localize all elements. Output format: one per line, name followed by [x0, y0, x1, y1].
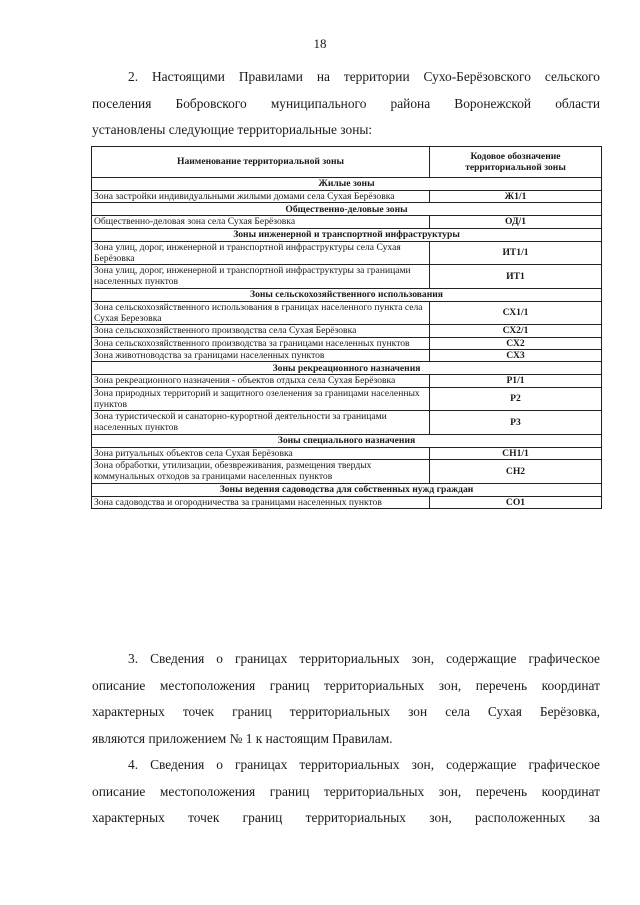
table-row [92, 411, 602, 435]
table-row [92, 337, 602, 349]
zone-group-title: Общественно-деловые зоны [92, 203, 602, 216]
zone-group-title: Зоны ведения садоводства для собственных нужд граждан [92, 483, 602, 496]
text-line: поселения Бобровского муниципального района Воронежской области [92, 95, 600, 111]
text-line: 2. Настоящими Правилами на территории Сухо-Берёзовского сельского [128, 69, 600, 84]
zone-name: Зона обработки, утилизации, обезвреживания, размещения твердых коммунальных отходов за границами населенных пунктов [92, 460, 430, 484]
zone-code: СО1 [430, 496, 602, 508]
table-row [92, 216, 602, 228]
zone-name: Зона природных территорий и защитного озеленения за границами населенных пунктов [92, 387, 430, 411]
table-row [92, 241, 602, 265]
table-row [92, 349, 602, 361]
table-group-row [92, 288, 602, 301]
table-row [92, 301, 602, 325]
table-row [92, 265, 602, 289]
zone-code: ИТ1/1 [430, 241, 602, 265]
table-row [92, 496, 602, 508]
zone-code: СХ3 [430, 349, 602, 361]
table-row [92, 375, 602, 387]
zone-name: Зона ритуальных объектов села Сухая Берёзовка [92, 447, 430, 459]
zone-name: Общественно-деловая зона села Сухая Берёзовка [92, 216, 430, 228]
zone-code: ИТ1 [430, 265, 602, 289]
table-row [92, 325, 602, 337]
text-line: являются приложением № 1 к настоящим Правилам. [92, 730, 393, 746]
text-line: описание местоположения границ территориальных зон, перечень координат [92, 783, 600, 799]
zone-code: Р1/1 [430, 375, 602, 387]
text-line: 4. Сведения о границах территориальных зон, содержащие графическое [128, 757, 600, 772]
text-line: характерных точек границ территориальных зон села Сухая Берёзовка, [92, 704, 600, 719]
paragraph-4 [92, 752, 600, 832]
text-line: описание местоположения границ территориальных зон, перечень координат [92, 677, 600, 693]
intro-paragraph [92, 64, 600, 144]
table-row [92, 447, 602, 459]
zone-group-title: Зоны рекреационного назначения [92, 362, 602, 375]
zone-name: Зона улиц, дорог, инженерной и транспортной инфраструктуры за границами населенных пунктов [92, 265, 430, 289]
table-row [92, 191, 602, 203]
table-group-row [92, 178, 602, 191]
zone-code: ОД/1 [430, 216, 602, 228]
zone-code: Р2 [430, 387, 602, 411]
zone-code: СХ1/1 [430, 301, 602, 325]
table-row [92, 460, 602, 484]
zone-code: СН1/1 [430, 447, 602, 459]
zone-name: Зона сельскохозяйственного производства села Сухая Берёзовка [92, 325, 430, 337]
zone-code: Р3 [430, 411, 602, 435]
table-group-row [92, 483, 602, 496]
header-zone-code: Кодовое обозначение территориальной зоны [430, 147, 602, 178]
page-number: 18 [313, 36, 327, 51]
zone-name: Зона улиц, дорог, инженерной и транспортной инфраструктуры села Сухая Берёзовка [92, 241, 430, 265]
table-row [92, 387, 602, 411]
table-group-row [92, 362, 602, 375]
text-line: установлены следующие территориальные зоны: [92, 122, 373, 137]
text-line: характерных точек границ территориальных зон, расположенных за [92, 810, 600, 825]
zone-group-title: Зоны специального назначения [92, 434, 602, 447]
zone-name: Зона садоводства и огородничества за границами населенных пунктов [92, 496, 430, 508]
paragraph-3 [92, 646, 600, 752]
zone-group-title: Зоны сельскохозяйственного использования [92, 288, 602, 301]
zone-code: СХ2/1 [430, 325, 602, 337]
table-group-row [92, 203, 602, 216]
zone-code: СХ2 [430, 337, 602, 349]
zone-name: Зона рекреационного назначения - объектов отдыха села Сухая Берёзовка [92, 375, 430, 387]
zone-name: Зона сельскохозяйственного использования в границах населенного пункта села Сухая Березовка [92, 301, 430, 325]
zone-group-title: Жилые зоны [92, 178, 602, 191]
zone-name: Зона туристической и санаторно-курортной деятельности за границами населенных пунктов [92, 411, 430, 435]
table-group-row [92, 228, 602, 241]
table-group-row [92, 434, 602, 447]
zone-group-title: Зоны инженерной и транспортной инфраструктуры [92, 228, 602, 241]
territorial-zones-table [91, 146, 602, 509]
zone-code: СН2 [430, 460, 602, 484]
zone-name: Зона сельскохозяйственного производства за границами населенных пунктов [92, 337, 430, 349]
header-zone-name: Наименование территориальной зоны [92, 147, 430, 178]
zone-name: Зона застройки индивидуальными жилыми домами села Сухая Берёзовка [92, 191, 430, 203]
zone-code: Ж1/1 [430, 191, 602, 203]
zone-name: Зона животноводства за границами населенных пунктов [92, 349, 430, 361]
text-line: 3. Сведения о границах территориальных зон, содержащие графическое [128, 651, 600, 666]
table-header-row [92, 147, 602, 178]
